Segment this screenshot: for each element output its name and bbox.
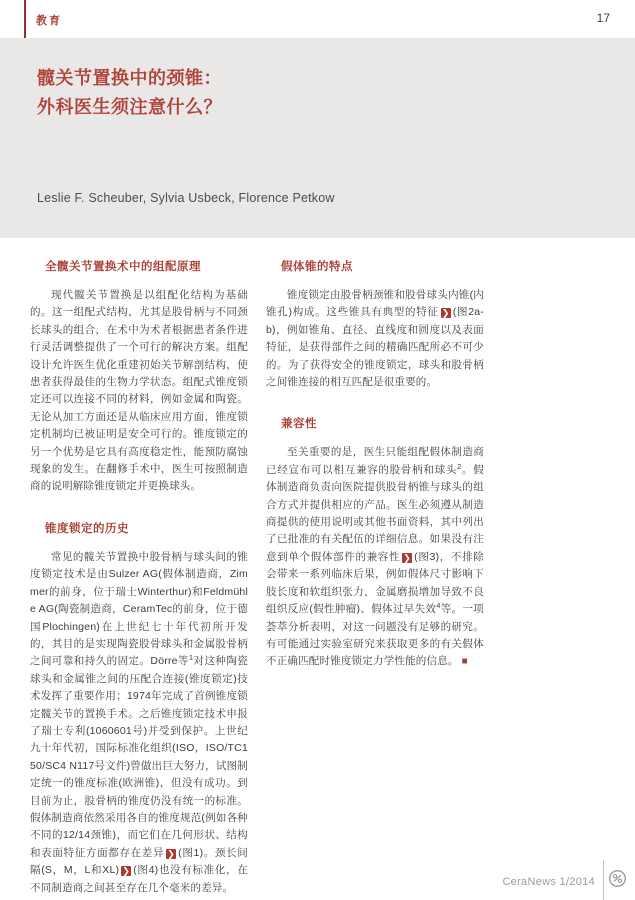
- article-section: [266, 258, 484, 391]
- page-header: [0, 0, 635, 38]
- body-paragraph: 常见的髋关节置换中股骨柄与球头间的锥度锁定技术是由Sulzer AG(假体制造商，Zimmer的前身，位于瑞士Winterthur)和Feldmühle AG(陶瓷制造商，CeramTec的前身，位于德国Plochingen)在上世纪七十年代初所开发的，其目的是实现陶瓷股骨球头和金属股骨柄之间可靠和持久的固定。Dörre等$^1$对这种陶瓷球头和金属锥之间的压配合连接(锥度锁定)技术发挥了重要作用；1974年完成了首例锥度锁定髋关节的置换手术。之后锥度锁定技术申报了瑞士专利(1060601号)并受到保护。上世纪九十年代初，国际标准化组织(ISO，ISO/TC150/SC4 N117号文件)曾做出巨大努力，试图制定统一的锥度标准(欧洲锥)，但没有成功。到目前为止，股骨柄的锥度仍没有统一的标准。假体制造商依然采用各自的锥度规范(例如各种不同的12/14颈锥)，而它们在几何形状、结构和表面特征方面都存在差异 ❯ (图1)。颈长间隔(S，M，L和XL) ❯ (图4)也没有标准化，在不同制造商之间甚至存在几个毫米的差异。: [30, 550, 249, 894]
- right-column: [266, 258, 484, 897]
- body-paragraph: 现代髋关节置换是以组配化结构为基础的。这一组配式结构，尤其是股骨柄与不同颈长球头的组合，在术中为术者根据患者条件进行灵活调整提供了一个可行的解决方案。组配设计允许医生优化重建初始关节解剖结构，使患者获得最佳的生物力学状态。组配式锥度锁定还可以连接不同的材料，例如金属和陶瓷。无论从加工方面还是从临床应用方面，锥度锁定机制均已被证明是安全可行的。锥度锁定的另一个优势是它具有高度稳定性，能预防腐蚀现象的发生。在翻修手术中，医生可按照制造商的说明解除锥度锁定并更换球头。: [30, 289, 248, 493]
- header-category-label: 教育: [36, 15, 62, 27]
- article-authors: Leslie F. Scheuber, Sylvia Usbeck, Florence Petkow: [37, 191, 335, 205]
- body-paragraph: 锥度锁定由股骨柄颈锥和股骨球头内锥(内锥孔)构成。这些锥具有典型的特征 ❯ (图2a-b)，例如锥角、直径、直线度和圆度以及表面特征，是获得部件之间的精确匹配所必不可少的。为了获得安全的锥度锁定，球头和股骨柄之间锥连接的相互匹配是很重要的。: [266, 289, 484, 389]
- page-number: 17: [596, 11, 610, 25]
- reference-superscript: 1: [188, 653, 194, 663]
- figure-ref-arrow-icon: ❯: [441, 308, 450, 319]
- section-heading: 全髋关节置换术中的组配原理: [45, 261, 201, 273]
- body-paragraph: 至关重要的是，医生只能组配假体制造商已经宣布可以相互兼容的股骨柄和球头$^2$。假体制造商负责向医院提供股骨柄锥与球头的组合方式并提供相应的产品。医生必须遵从制造商提供的使用说明或其他书面资料，其中列出了已批准的有关配伍的详细信息。如果没有注意到单个假体部件的兼容性 ❯ (图3)，不排除会带来一系列临床后果，例如假体尺寸影响下肢长度和软组织张力，金属磨损增加导致不良组织反应(假性肿瘤)、假体过早失效$^4$等。一项荟萃分析表明，对这一问题没有足够的研究。有可能通过实验室研究来获取更多的有关假体不正确匹配时锥度锁定力学性能的信息。 ■: [266, 446, 485, 668]
- figure-ref-arrow-icon: ❯: [403, 552, 412, 563]
- article-title-line-2: 外科医生须注意什么？: [37, 96, 222, 117]
- article-section: [30, 520, 248, 897]
- article-body: [30, 258, 484, 897]
- footer-divider: [603, 860, 604, 900]
- title-block: [0, 38, 635, 238]
- reference-superscript: 4: [436, 601, 441, 611]
- section-heading: 兼容性: [281, 418, 317, 431]
- ceramtec-logo-icon: [608, 869, 627, 888]
- article-section: [266, 415, 484, 670]
- figure-ref-arrow-icon: ❯: [167, 848, 176, 859]
- journal-issue-label: CeraNews 1/2014: [502, 876, 595, 888]
- article-title-line-1: 髋关节置换中的颈锥：: [37, 68, 222, 88]
- reference-superscript: 2: [457, 461, 462, 471]
- section-heading: 假体锥的特点: [281, 261, 353, 273]
- figure-ref-arrow-icon: ❯: [122, 866, 131, 877]
- header-accent-rule: [24, 0, 26, 38]
- article-end-marker-icon: ■: [461, 656, 468, 668]
- section-heading: 锥度锁定的历史: [45, 522, 129, 535]
- article-section: [30, 258, 248, 496]
- left-column: [30, 258, 248, 897]
- article-title: [37, 64, 222, 121]
